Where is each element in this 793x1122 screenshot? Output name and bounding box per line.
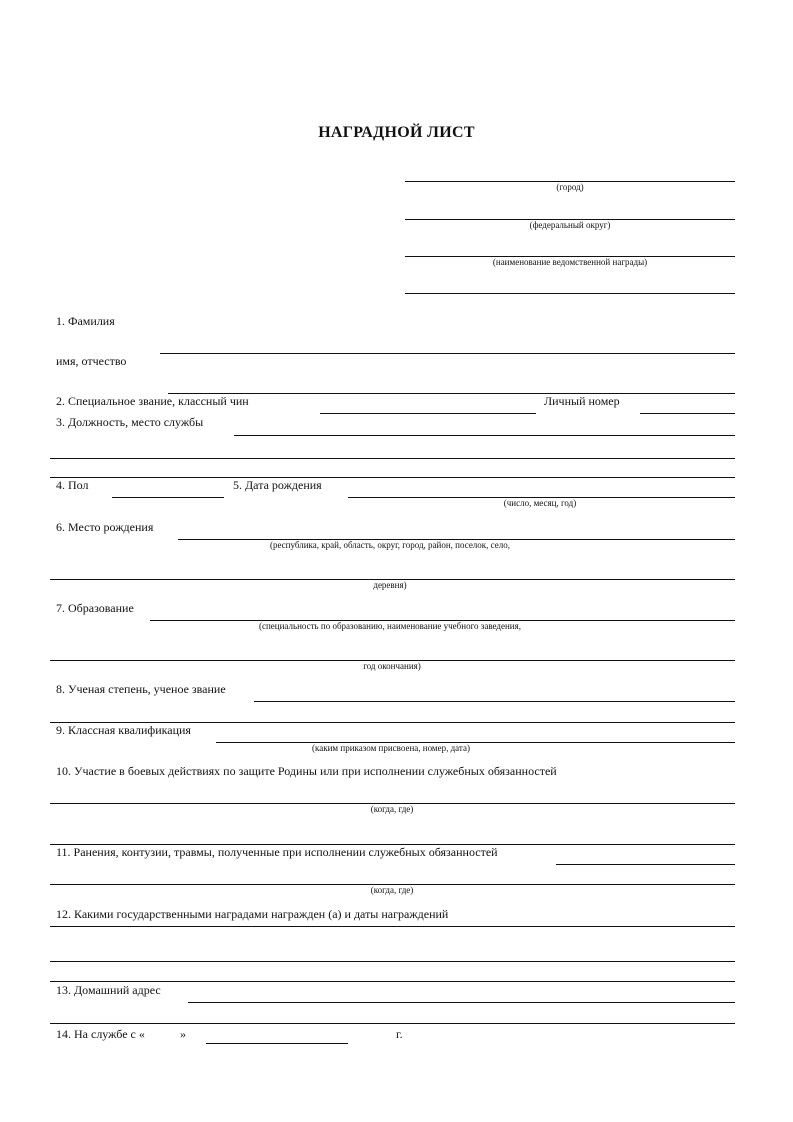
- awards-field-3[interactable]: [50, 981, 735, 982]
- sex-label: 4. Пол: [56, 478, 89, 492]
- birthplace-label: 6. Место рождения: [56, 520, 154, 534]
- wounds-caption: (когда, где): [370, 885, 414, 895]
- surname-label: 1. Фамилия: [56, 314, 115, 328]
- qualification-caption: (каким приказом присвоена, номер, дата): [312, 743, 470, 753]
- sex-field[interactable]: [112, 497, 224, 498]
- service-month-field[interactable]: [206, 1043, 348, 1044]
- position-field[interactable]: [234, 435, 735, 436]
- qualification-label: 9. Классная квалификация: [56, 723, 191, 737]
- rank-label: 2. Специальное звание, классный чин: [56, 394, 249, 408]
- birthplace-caption-2: деревня): [373, 580, 407, 590]
- birthdate-caption: (число, месяц, год): [503, 498, 577, 508]
- position-label: 3. Должность, место службы: [56, 415, 204, 429]
- form-title: НАГРАДНОЙ ЛИСТ: [318, 124, 475, 141]
- awards-label: 12. Какими государственными наградами награжден (а) и даты награждений: [56, 907, 449, 921]
- birthplace-caption-1: (республика, край, область, округ, город, район, поселок, село,: [269, 540, 511, 550]
- birthdate-label: 5. Дата рождения: [233, 478, 322, 492]
- awards-field-2[interactable]: [50, 961, 735, 962]
- rank-field[interactable]: [320, 413, 536, 414]
- service-since-label: 14. На службе с «: [56, 1027, 145, 1041]
- city-caption: (город): [556, 182, 584, 192]
- wounds-field[interactable]: [556, 864, 735, 865]
- address-field-2[interactable]: [50, 1023, 735, 1024]
- separator-line: [50, 477, 735, 478]
- address-field[interactable]: [188, 1002, 735, 1003]
- service-year-suffix: г.: [396, 1027, 403, 1041]
- degree-field[interactable]: [254, 701, 735, 702]
- wounds-label: 11. Ранения, контузии, травмы, полученные при исполнении служебных обязанностей: [56, 845, 498, 859]
- combat-caption: (когда, где): [370, 804, 414, 814]
- education-label: 7. Образование: [56, 601, 134, 615]
- award-name-caption: (наименование ведомственной награды): [492, 257, 648, 267]
- personal-number-label: Личный номер: [544, 394, 620, 408]
- award-name-field-2[interactable]: [405, 293, 735, 294]
- awards-field[interactable]: [50, 926, 735, 927]
- education-caption-2: год окончания): [363, 661, 421, 671]
- degree-label: 8. Ученая степень, ученое звание: [56, 682, 226, 696]
- name-patronymic-field[interactable]: [160, 353, 735, 354]
- rank-field-upper[interactable]: [168, 393, 735, 394]
- position-field-2[interactable]: [50, 458, 735, 459]
- personal-number-field[interactable]: [640, 413, 735, 414]
- combat-label: 10. Участие в боевых действиях по защите Родины или при исполнении служебных обязанностей: [56, 764, 557, 778]
- district-caption: (федеральный округ): [529, 220, 611, 230]
- name-patronymic-label: имя, отчество: [56, 354, 127, 368]
- education-caption-1: (специальность по образованию, наименование учебного заведения,: [258, 621, 522, 631]
- address-label: 13. Домашний адрес: [56, 983, 161, 997]
- service-quote-close: »: [180, 1027, 186, 1041]
